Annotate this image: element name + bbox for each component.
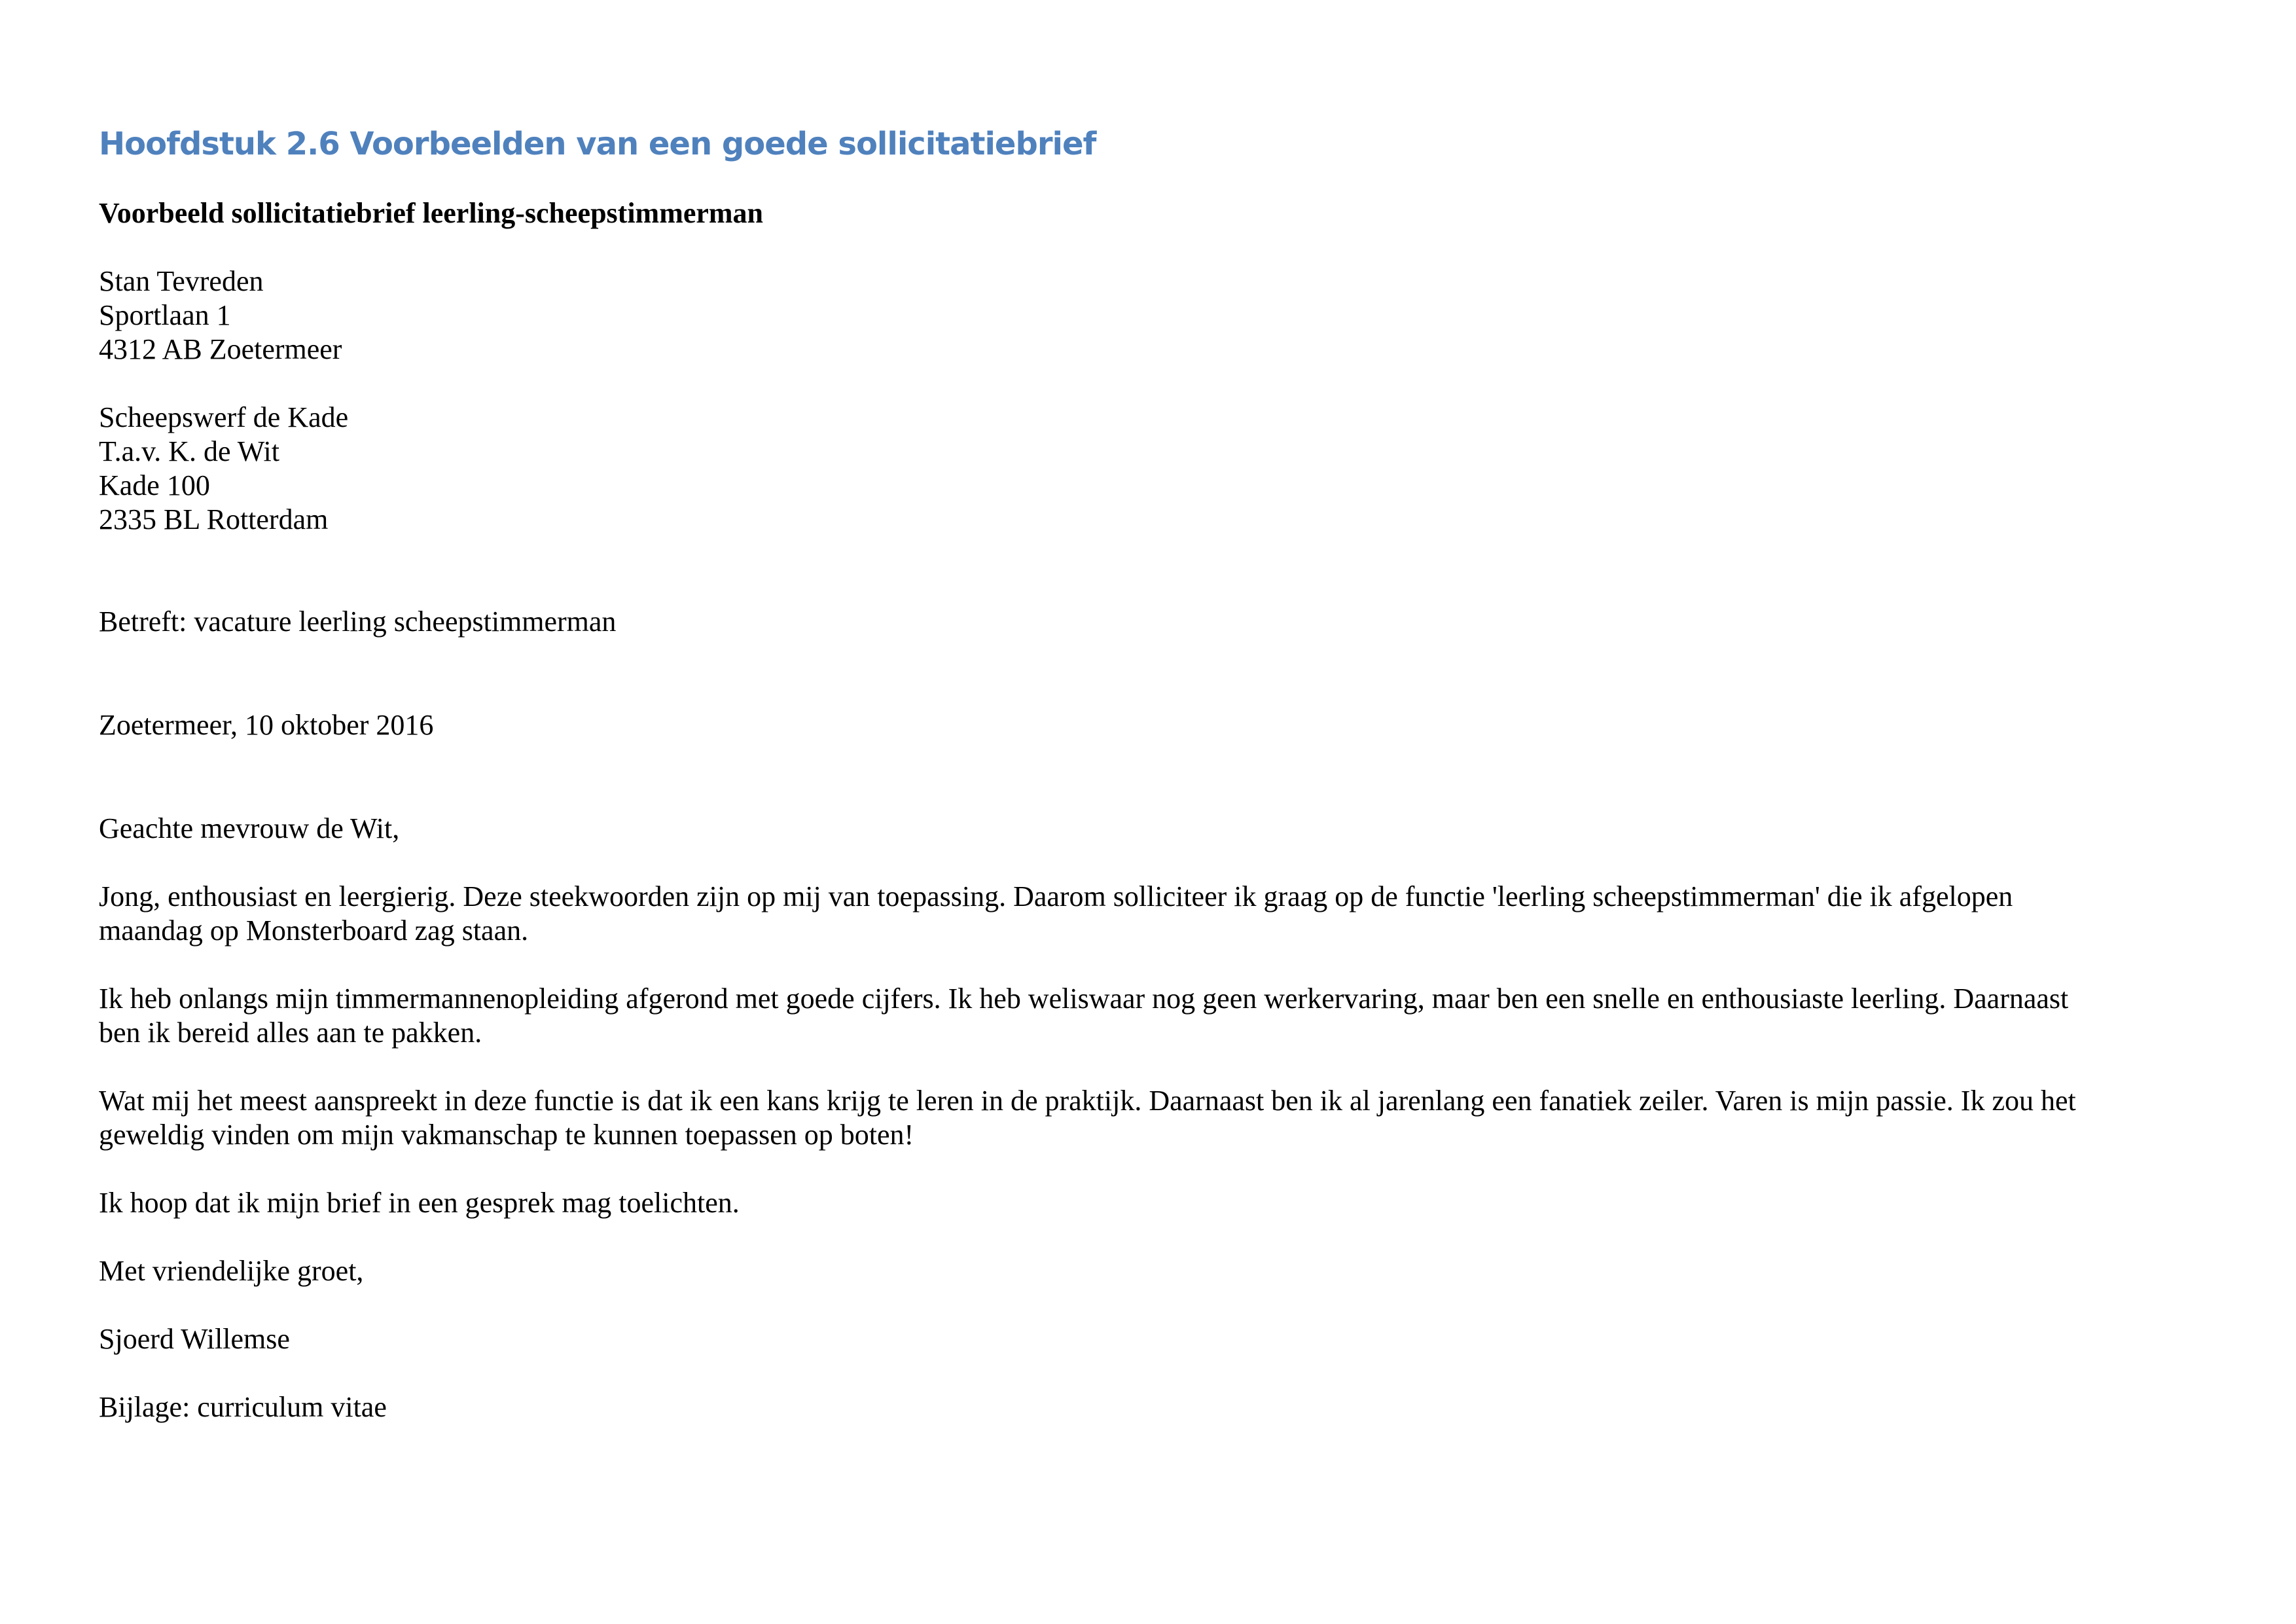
paragraph-line: Jong, enthousiast en leergierig. Deze steekwoorden zijn op mij van toepassing. Daarom solliciteer ik graag op de functie 'leerling scheepstimmerman' die ik afgelopen xyxy=(99,880,2013,912)
date-line: Zoetermeer, 10 oktober 2016 xyxy=(99,709,434,741)
paragraph-line: geweldig vinden om mijn vakmanschap te kunnen toepassen op boten! xyxy=(99,1119,914,1151)
paragraph-line: ben ik bereid alles aan te pakken. xyxy=(99,1017,482,1049)
recipient-company: Scheepswerf de Kade xyxy=(99,401,349,433)
paragraph-line: Wat mij het meest aanspreekt in deze functie is dat ik een kans krijg te leren in de praktijk. Daarnaast ben ik al jarenlang een fanatiek zeiler. Varen is mijn passie. Ik zou het xyxy=(99,1085,2076,1117)
paragraph-line: maandag op Monsterboard zag staan. xyxy=(99,914,529,947)
greeting: Met vriendelijke groet, xyxy=(99,1255,364,1287)
subject-line: Betreft: vacature leerling scheepstimmerman xyxy=(99,605,617,638)
sender-name: Stan Tevreden xyxy=(99,265,264,297)
recipient-street: Kade 100 xyxy=(99,469,210,501)
chapter-heading: Hoofdstuk 2.6 Voorbeelden van een goede sollicitatiebrief xyxy=(99,126,1096,162)
body-paragraph-3 xyxy=(99,1084,2193,1152)
paragraph-line: Ik heb onlangs mijn timmermannenopleiding afgerond met goede cijfers. Ik heb weliswaar nog geen werkervaring, maar ben een snelle en enthousiaste leerling. Daarnaast xyxy=(99,983,2069,1015)
signature-name: Sjoerd Willemse xyxy=(99,1323,290,1355)
salutation: Geachte mevrouw de Wit, xyxy=(99,812,400,844)
recipient-address xyxy=(99,401,2193,537)
letter-content xyxy=(99,124,2193,1424)
recipient-attention: T.a.v. K. de Wit xyxy=(99,435,280,467)
sender-address xyxy=(99,264,2193,367)
body-paragraph-1 xyxy=(99,880,2193,948)
letter-title: Voorbeeld sollicitatiebrief leerling-scheepstimmerman xyxy=(99,197,764,229)
recipient-city: 2335 BL Rotterdam xyxy=(99,503,329,535)
attachment-note: Bijlage: curriculum vitae xyxy=(99,1391,387,1423)
sender-city: 4312 AB Zoetermeer xyxy=(99,333,342,365)
closing-paragraph: Ik hoop dat ik mijn brief in een gesprek mag toelichten. xyxy=(99,1187,740,1219)
sender-street: Sportlaan 1 xyxy=(99,299,231,331)
body-paragraph-2 xyxy=(99,982,2193,1050)
